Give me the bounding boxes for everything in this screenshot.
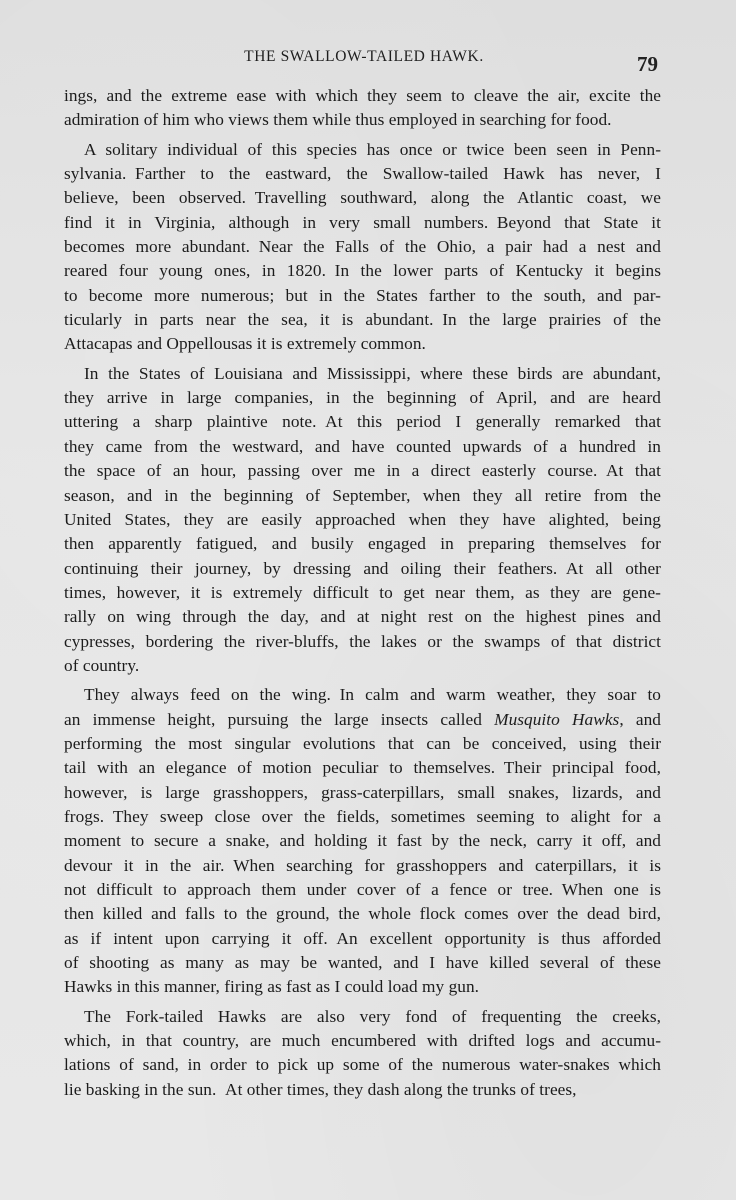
text-line: The Fork-tailed Hawks are also very fond of frequenting the creeks,: [84, 1006, 661, 1026]
text-line: season, and in the beginning of September, when they all retire from the: [64, 485, 661, 505]
text-line: becomes more abundant. Near the Falls of the Ohio, a pair had a nest and: [64, 237, 661, 257]
text-line: frogs. They sweep close over the fields, sometimes seeming to alight for a: [64, 806, 661, 826]
paragraph: [64, 683, 661, 999]
text-line: devour it in the air. When searching for grasshoppers and caterpillars, it is: [64, 855, 661, 875]
body-text: [64, 84, 661, 1102]
text-line: not difficult to approach them under cover of a fence or tree. When one is: [64, 880, 661, 899]
paragraph: [64, 138, 661, 357]
text-line: cypresses, bordering the river-bluffs, the lakes or the swamps of that district: [64, 631, 661, 651]
text-line: ticularly in parts near the sea, it is abundant. In the large prairies of the: [64, 310, 661, 330]
text-line: as if intent upon carrying it off. An excellent opportunity is thus afforded: [64, 928, 661, 948]
text-line: lie basking in the sun. At other times, they dash along the trunks of trees,: [64, 1079, 577, 1099]
paragraph: [64, 1005, 661, 1102]
text-line: uttering a sharp plaintive note. At this period I generally remarked that: [64, 412, 661, 432]
paragraph: [64, 84, 661, 133]
text-line: lations of sand, in order to pick up some of the numerous water-snakes which: [64, 1055, 661, 1075]
text-line: moment to secure a snake, and holding it fast by the neck, carry it off, and: [64, 831, 661, 851]
text-line: continuing their journey, by dressing and oiling their feathers. At all other: [64, 558, 661, 578]
text-line: Attacapas and Oppellousas it is extremely common.: [64, 334, 426, 354]
text-line: In the States of Louisiana and Mississippi, where these birds are abundant,: [84, 363, 661, 383]
text-line: an immense height, pursuing the large insects called Musquito Hawks, and: [64, 709, 661, 729]
page-number: 79: [637, 52, 658, 76]
text-line: find it in Virginia, although in very small numbers. Beyond that State it: [64, 212, 661, 232]
text-line: the space of an hour, passing over me in a direct easterly course. At that: [64, 461, 661, 481]
text-line: performing the most singular evolutions that can be conceived, using their: [64, 733, 661, 753]
text-line: They always feed on the wing. In calm and warm weather, they soar to: [84, 685, 661, 705]
text-line: sylvania. Farther to the eastward, the Swallow-tailed Hawk has never, I: [64, 164, 661, 184]
running-title: THE SWALLOW-TAILED HAWK.: [244, 48, 484, 65]
text-line: of country.: [64, 655, 140, 675]
text-line: tail with an elegance of motion peculiar to themselves. Their principal food,: [64, 758, 661, 778]
italic-term: Musquito Hawks: [494, 709, 620, 729]
text-line: they arrive in large companies, in the beginning of April, and are heard: [64, 388, 661, 408]
text-line: then killed and falls to the ground, the whole flock comes over the dead bird,: [64, 904, 661, 924]
paragraph: [64, 362, 661, 678]
text-line: United States, they are easily approached when they have alighted, being: [64, 509, 661, 529]
text-line: times, however, it is extremely difficult to get near them, as they are gene-: [64, 582, 661, 602]
text-line: admiration of him who views them while thus employed in searching for food.: [64, 110, 612, 130]
text-line: rally on wing through the day, and at night rest on the highest pines and: [64, 607, 661, 627]
text-line: they came from the westward, and have counted upwards of a hundred in: [64, 436, 661, 456]
text-line: reared four young ones, in 1820. In the lower parts of Kentucky it begins: [64, 261, 661, 281]
text-line: of shooting as many as may be wanted, and I have killed several of these: [64, 953, 661, 973]
text-line: however, is large grasshoppers, grass-caterpillars, small snakes, lizards, and: [64, 782, 661, 802]
text-line: then apparently fatigued, and busily engaged in preparing themselves for: [64, 534, 661, 554]
text-line: ings, and the extreme ease with which they seem to cleave the air, excite the: [64, 86, 661, 105]
running-head: [68, 46, 660, 76]
text-line: believe, been observed. Travelling southward, along the Atlantic coast, we: [64, 188, 661, 208]
text-line: which, in that country, are much encumbered with drifted logs and accumu-: [64, 1031, 661, 1051]
text-line: to become more numerous; but in the States farther to the south, and par-: [64, 285, 661, 305]
text-line: A solitary individual of this species has once or twice been seen in Penn-: [84, 139, 661, 159]
text-line: Hawks in this manner, firing as fast as I could load my gun.: [64, 977, 480, 997]
